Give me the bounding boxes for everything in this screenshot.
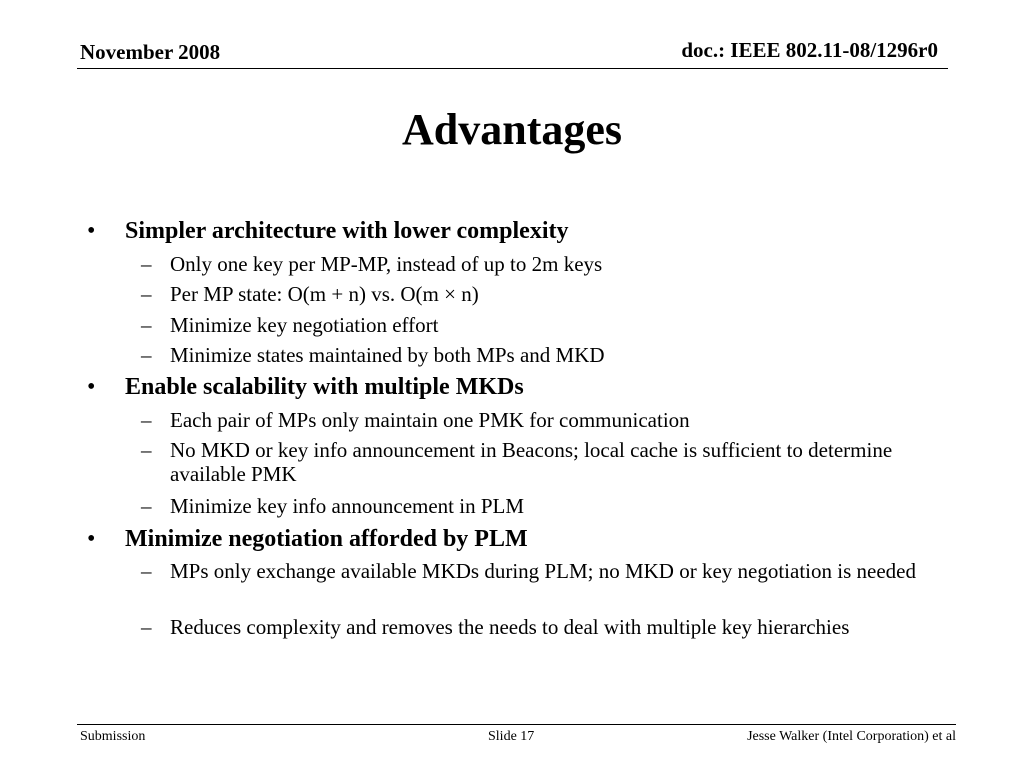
dash-marker: – — [141, 559, 152, 583]
sub-bullet-item — [141, 408, 930, 432]
sub-bullet-item — [141, 252, 930, 276]
sub-bullet-text: Minimize states maintained by both MPs and MKD — [170, 343, 605, 367]
footer-author: Jesse Walker (Intel Corporation) et al — [747, 729, 956, 744]
dash-marker: – — [141, 282, 152, 306]
bullet-item — [87, 217, 925, 245]
sub-bullet-item — [141, 343, 930, 367]
dash-marker: – — [141, 313, 152, 337]
dash-marker: – — [141, 438, 152, 462]
footer-rule — [77, 724, 956, 725]
sub-bullet-item — [141, 494, 930, 518]
dash-marker: – — [141, 252, 152, 276]
sub-bullet-item — [141, 313, 930, 337]
dash-marker: – — [141, 408, 152, 432]
sub-bullet-text: MPs only exchange available MKDs during PLM; no MKD or key negotiation is needed — [170, 559, 916, 583]
bullet-item — [87, 525, 925, 553]
header-date: November 2008 — [80, 40, 221, 64]
sub-bullet-item — [141, 438, 930, 486]
bullet-text: Enable scalability with multiple MKDs — [125, 374, 524, 400]
sub-bullet-text: Per MP state: O(m + n) vs. O(m × n) — [170, 282, 479, 306]
bullet-text: Simpler architecture with lower complexity — [125, 218, 569, 244]
dash-marker: – — [141, 494, 152, 518]
sub-bullet-text: Each pair of MPs only maintain one PMK for communication — [170, 408, 690, 432]
sub-bullet-text: No MKD or key info announcement in Beacons; local cache is sufficient to determine available PMK — [170, 438, 893, 486]
footer-slide-number: Slide 17 — [488, 729, 535, 744]
sub-bullet-text: Reduces complexity and removes the needs to deal with multiple key hierarchies — [170, 615, 850, 639]
bullet-marker: • — [87, 374, 96, 400]
sub-bullet-text: Minimize key info announcement in PLM — [170, 494, 525, 518]
sub-bullet-text: Minimize key negotiation effort — [170, 313, 439, 337]
bullet-text: Minimize negotiation afforded by PLM — [125, 526, 528, 552]
header-doc-id: doc.: IEEE 802.11-08/1296r0 — [681, 38, 938, 62]
bullet-item — [87, 373, 925, 401]
slide-title: Advantages — [401, 105, 623, 154]
dash-marker: – — [141, 615, 152, 639]
sub-bullet-item — [141, 282, 930, 306]
dash-marker: – — [141, 343, 152, 367]
footer-submission: Submission — [80, 729, 146, 744]
sub-bullet-item — [141, 615, 930, 639]
bullet-marker: • — [87, 526, 96, 552]
sub-bullet-item — [141, 559, 930, 583]
sub-bullet-text: Only one key per MP-MP, instead of up to 2m keys — [170, 252, 603, 276]
bullet-marker: • — [87, 218, 96, 244]
